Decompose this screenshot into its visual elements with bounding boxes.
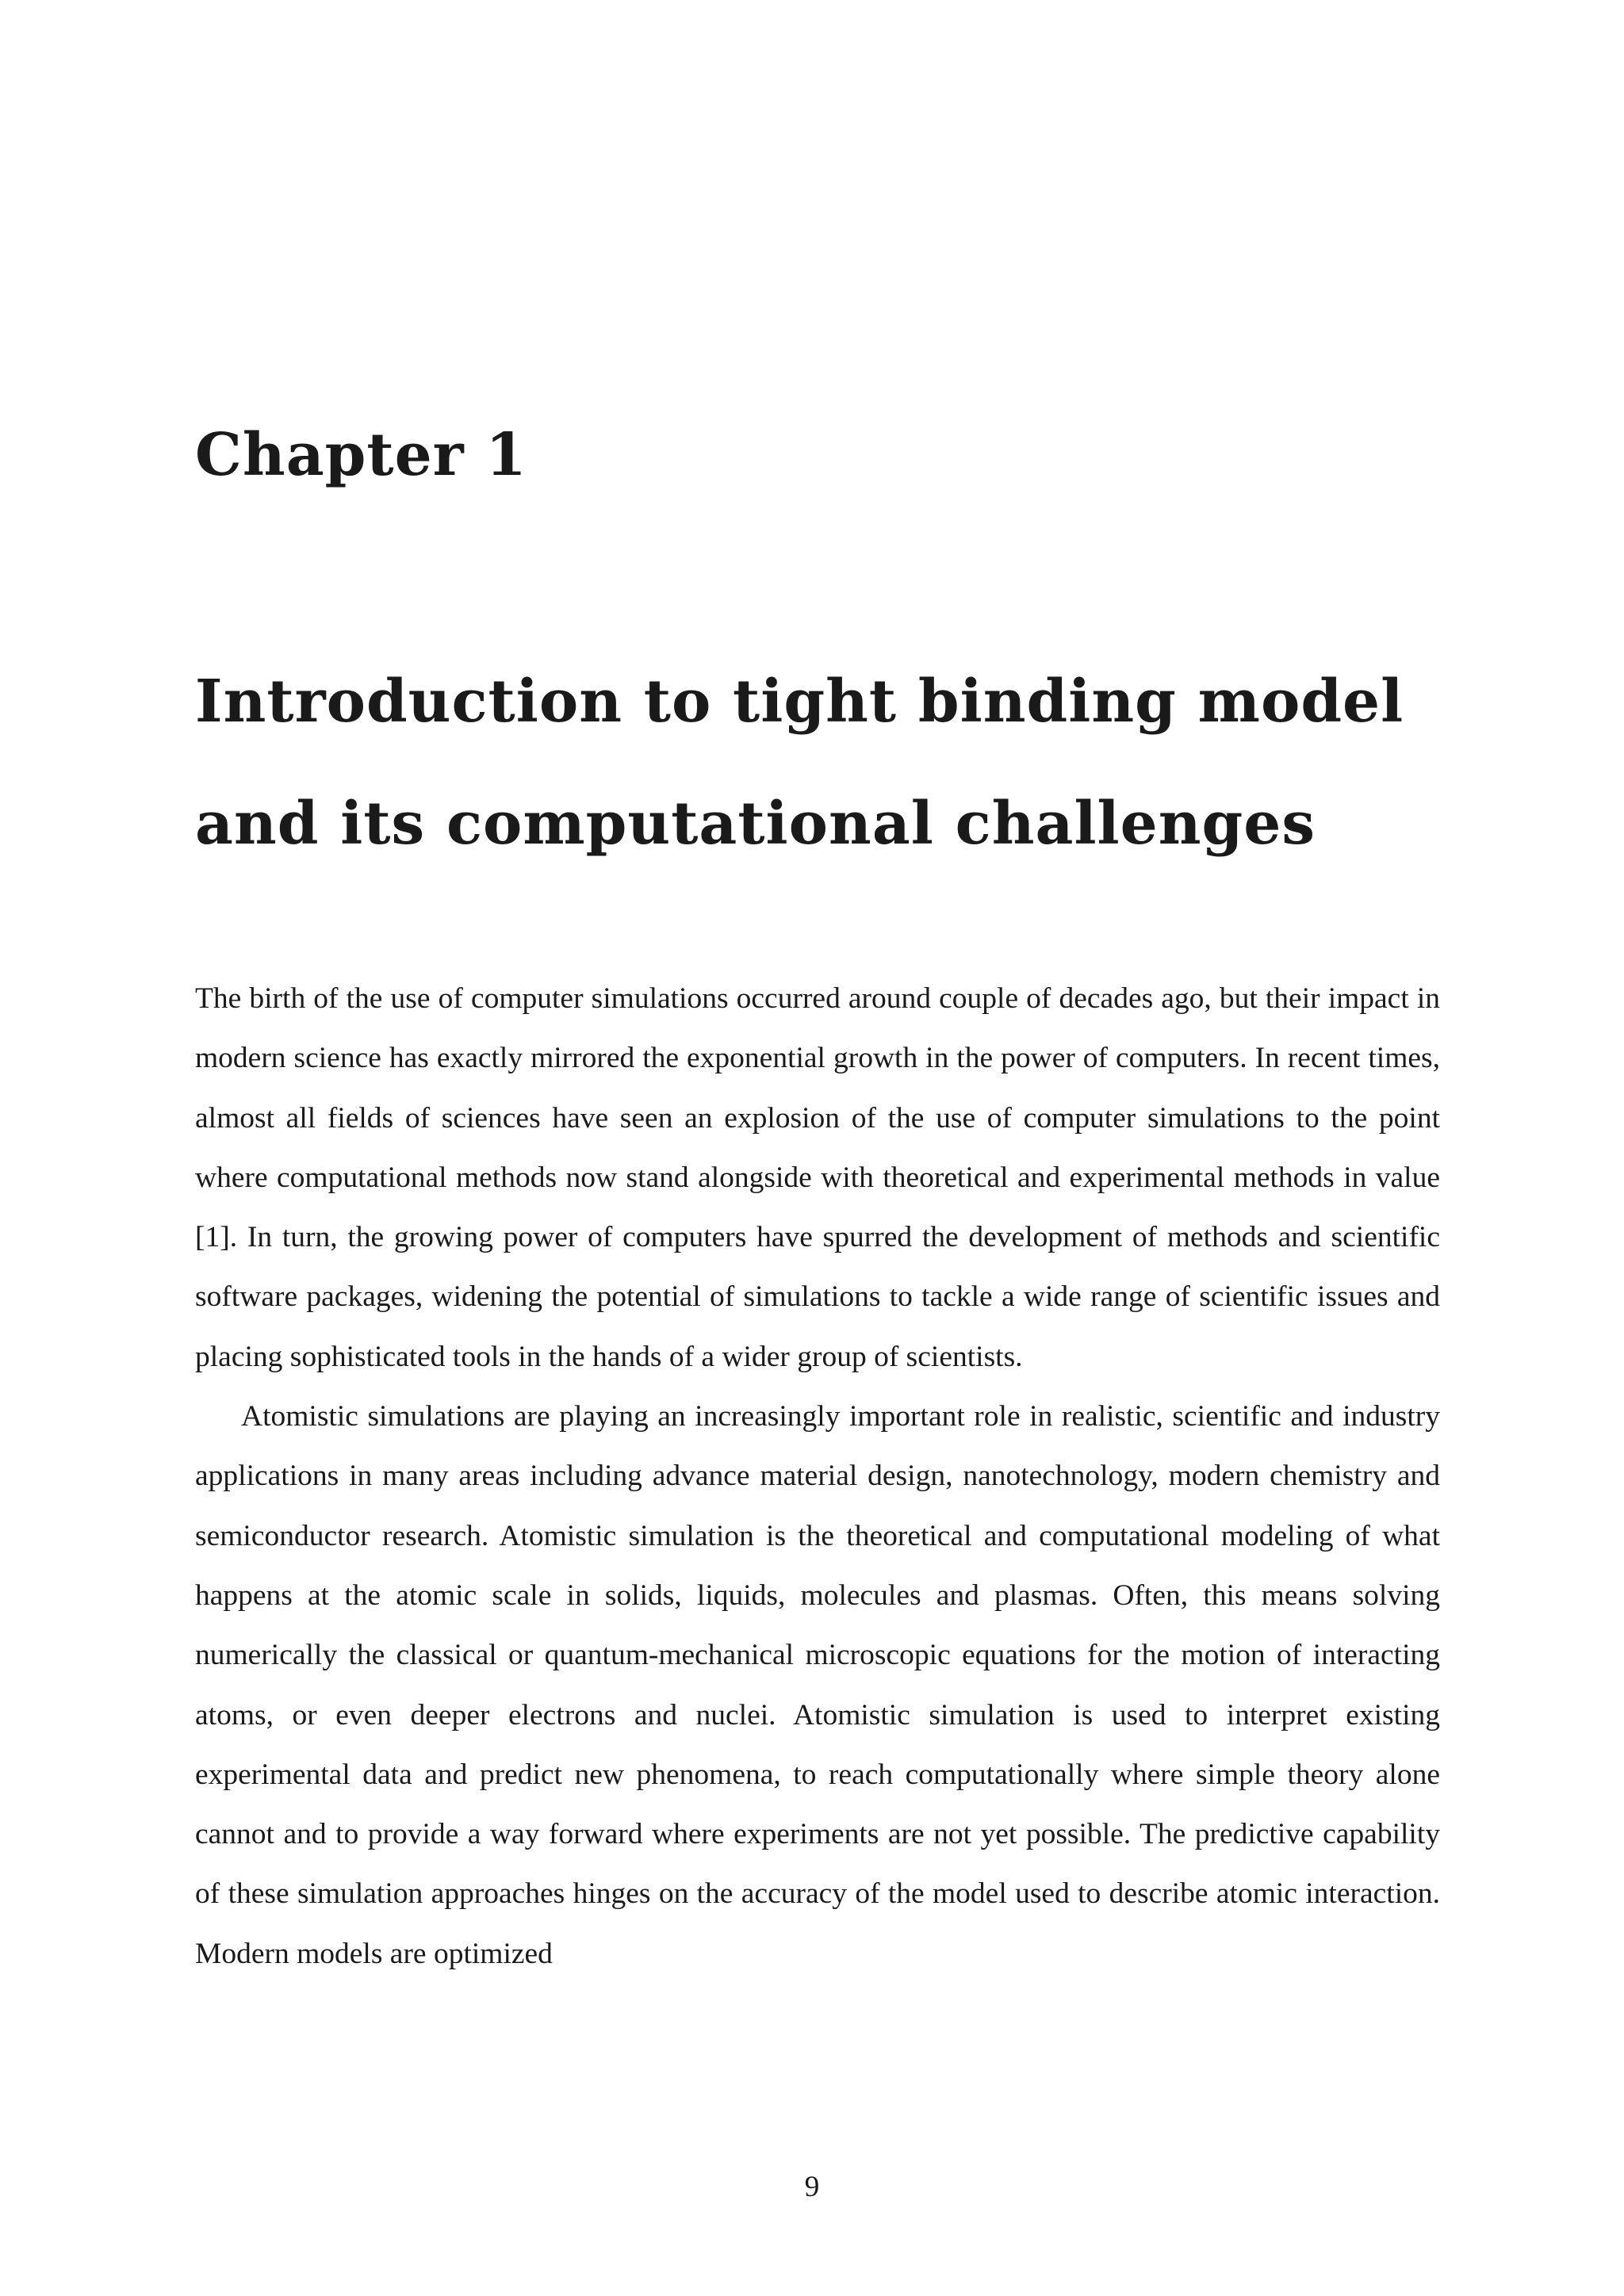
chapter-title-line-2: and its computational challenges (195, 790, 1316, 858)
chapter-label: Chapter 1 (195, 421, 527, 489)
body-text (195, 969, 1440, 1984)
chapter-title-line-1: Introduction to tight binding model (195, 668, 1404, 736)
paragraph-2: Atomistic simulations are playing an increasingly important role in realistic, scientific and industry applications in many areas including advance material design, nanotechnology, modern chemistry and semiconductor research. Atomistic simulation is the theoretical and computational modeling of what happens at the atomic scale in solids, liquids, molecules and plasmas. Often, this means solving numerically the classical or quantum-mechanical microscopic equations for the motion of interacting atoms, or even deeper electrons and nuclei. Atomistic simulation is used to interpret existing experimental data and predict new phenomena, to reach computationally where simple theory alone cannot and to provide a way forward where experiments are not yet possible. The predictive capability of these simulation approaches hinges on the accuracy of the model used to describe atomic interaction. Modern models are optimized (195, 1400, 1440, 1970)
chapter-title (195, 641, 1464, 885)
page-number: 9 (804, 2171, 820, 2203)
paragraph-1: The birth of the use of computer simulations occurred around couple of decades ago, but their impact in modern science has exactly mirrored the exponential growth in the power of computers. In recent times, almost all fields of sciences have seen an explosion of the use of computer simulations to the point where computational methods now stand alongside with theoretical and experimental methods in value [1]. In turn, the growing power of computers have spurred the development of methods and scientific software packages, widening the potential of simulations to tackle a wide range of scientific issues and placing sophisticated tools in the hands of a wider group of scientists. (195, 982, 1440, 1373)
